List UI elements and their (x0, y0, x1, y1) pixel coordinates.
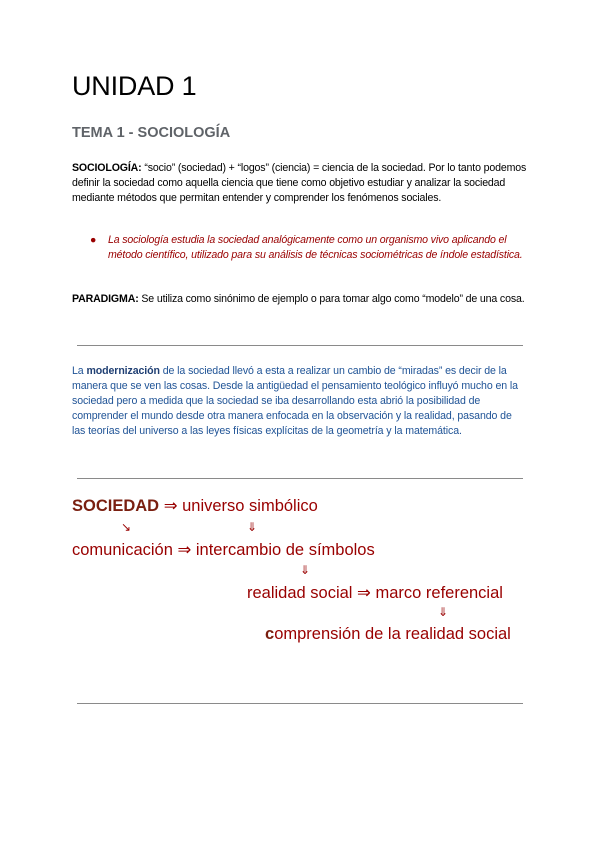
diagram-line-2: comunicación ⇒ intercambio de símbolos (72, 541, 375, 559)
arrow-diagonal-icon: ↘ (121, 520, 132, 534)
modernizacion-paragraph (72, 364, 527, 439)
diagram-line-4 (265, 625, 511, 644)
sociologia-text: “socio” (sociedad) + “logos” (ciencia) = ciencia de la sociedad. Por lo tanto podemos definir la sociedad como aquella ciencia que tiene como objetivo estudiar y analizar la sociedad mediante métodos que permitan entender y comprender los fenómenos sociales. (72, 162, 527, 204)
divider (77, 703, 523, 704)
divider (77, 478, 523, 479)
sociologia-definition (72, 161, 527, 206)
bullet-text: La sociología estudia la sociedad analógicamente como un organismo vivo aplicando el método científico, utilizado para su análisis de técnicas sociométricas de índole estadística. (108, 234, 523, 261)
diagram-line-3: realidad social ⇒ marco referencial (247, 584, 503, 602)
diagram-line-1 (72, 496, 318, 516)
bullet-marker: ● (90, 234, 97, 246)
paradigma-definition (72, 292, 527, 307)
paradigma-term: PARADIGMA: (72, 293, 139, 305)
section-title: TEMA 1 - SOCIOLOGÍA (72, 125, 231, 141)
sociologia-term: SOCIOLOGÍA: (72, 162, 142, 174)
page-title: UNIDAD 1 (72, 71, 197, 101)
modernizacion-prefix: La (72, 365, 84, 377)
modernizacion-term: modernización (86, 365, 160, 377)
modernizacion-text: de la sociedad llevó a esta a realizar un cambio de “miradas” es decir de la manera que se ven las cosas. Desde la antigüedad el pensamiento teológico influyó mucho en la sociedad pero a medida que la sociedad se iba desarrollando esta abrió la posibilidad de comprender el mundo desde otra manera enfocada en la observación y la realidad, pasando de las teorías del universo a las leyes físicas explícitas de la geometría y la matemática. (72, 365, 518, 437)
arrow-down-icon: ⇓ (438, 605, 449, 619)
divider (77, 345, 523, 346)
arrow-down-icon: ⇓ (247, 520, 258, 534)
diagram-line-4-initial: c (265, 625, 275, 643)
paradigma-text: Se utiliza como sinónimo de ejemplo o para tomar algo como “modelo” de una cosa. (141, 293, 525, 305)
diagram-line-4-text: omprensión de la realidad social (274, 625, 511, 643)
arrow-down-icon: ⇓ (300, 563, 311, 577)
diagram-line-1-text: ⇒ universo simbólico (163, 497, 318, 515)
sociedad-term: SOCIEDAD (72, 497, 160, 515)
